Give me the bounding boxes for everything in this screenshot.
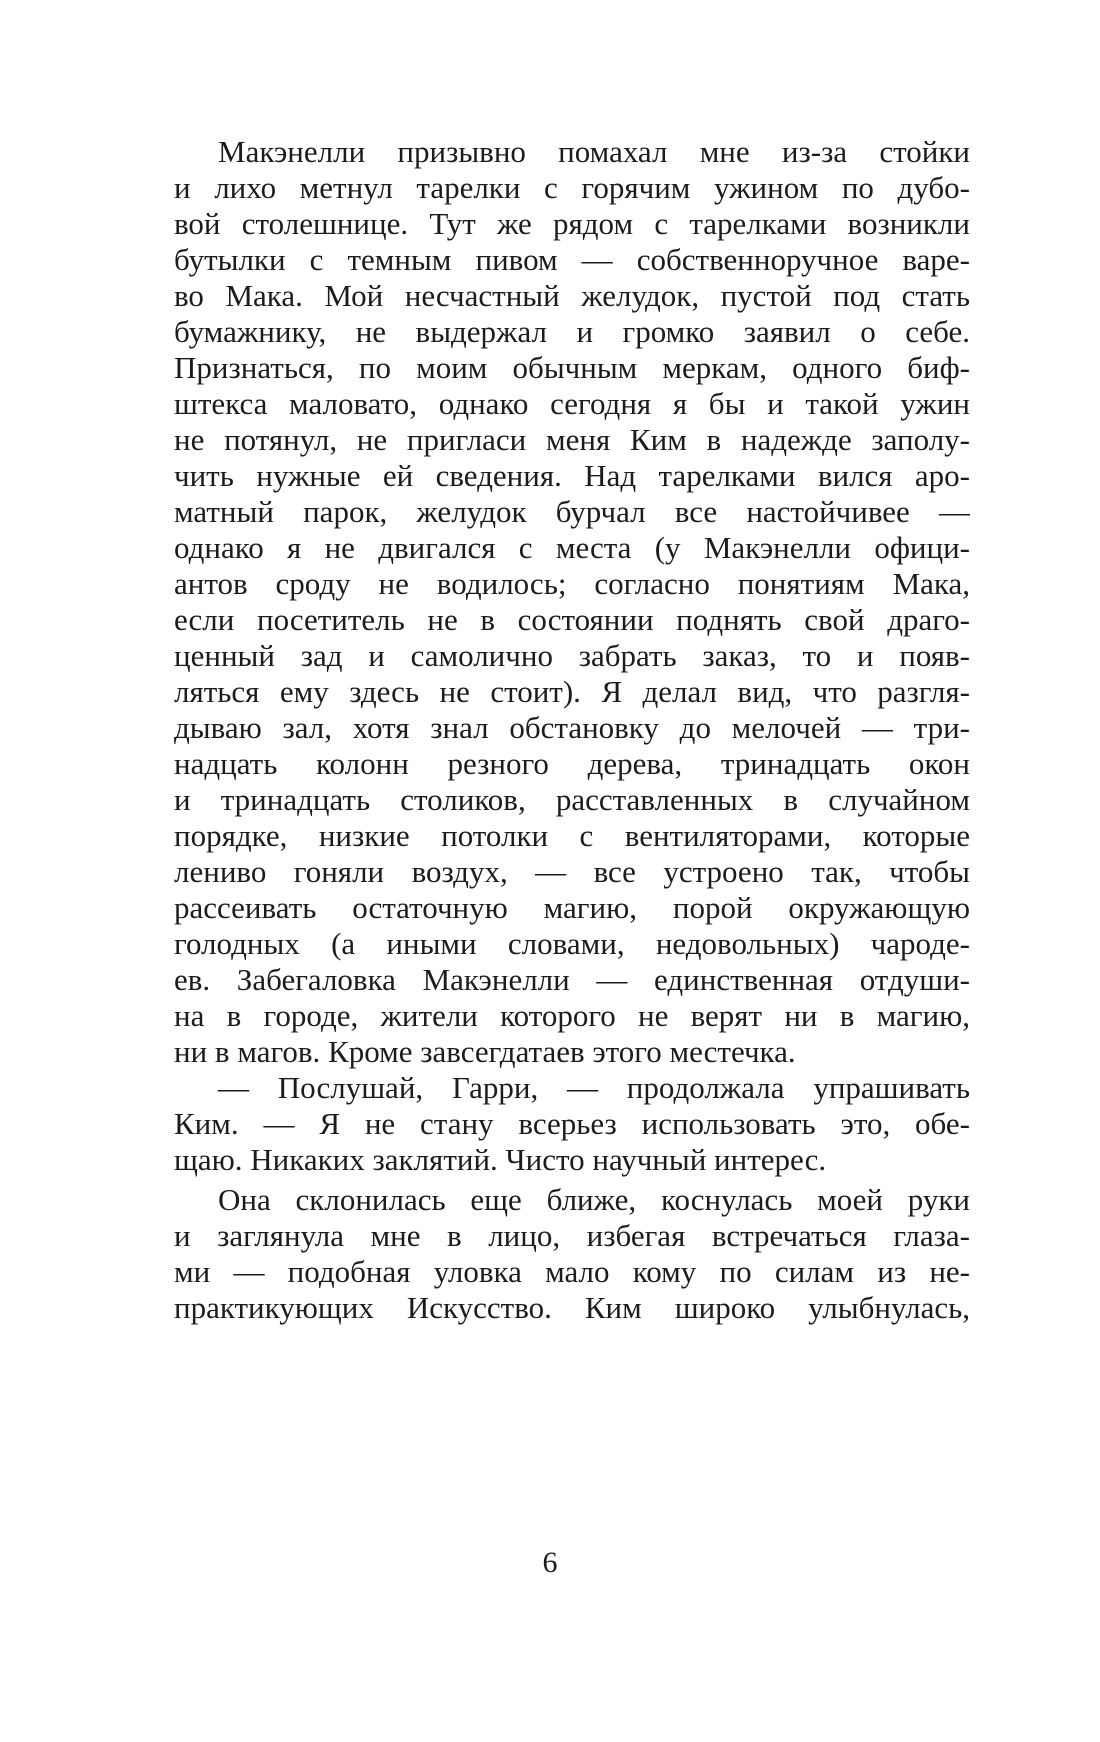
text-line: чить нужные ей сведения. Над тарелками вился аро- (174, 458, 970, 493)
text-line: во Мака. Мой несчастный желудок, пустой под стать (174, 278, 970, 313)
text-line: штекса маловато, однако сегодня я бы и такой ужин (174, 386, 970, 421)
text-line: ни в магов. Кроме завсегдатаев этого местечка. (174, 1034, 796, 1069)
text-line: если посетитель не в состоянии поднять свой драго- (174, 602, 970, 637)
text-line: дываю зал, хотя знал обстановку до мелочей — три- (174, 710, 970, 745)
body-text (174, 134, 970, 1326)
text-line: и тринадцать столиков, расставленных в случайном (174, 782, 970, 817)
text-line: рассеивать остаточную магию, порой окружающую (174, 890, 970, 925)
text-line: ценный зад и самолично забрать заказ, то и появ- (174, 638, 970, 673)
text-line: и лихо метнул тарелки с горячим ужином по дубо- (174, 170, 970, 205)
page-number: 6 (542, 1546, 558, 1579)
text-line: надцать колонн резного дерева, тринадцать окон (174, 746, 970, 781)
text-line: ев. Забегаловка Макэнелли — единственная отдуши- (174, 962, 970, 997)
text-line: ляться ему здесь не стоит). Я делал вид, что разгля- (174, 674, 970, 709)
text-line: — Послушай, Гарри, — продолжала упрашивать (218, 1070, 970, 1105)
text-line: на в городе, жители которого не верят ни в магию, (174, 998, 970, 1033)
paragraph-2 (174, 1070, 970, 1178)
text-line: ми — подобная уловка мало кому по силам из не- (174, 1254, 970, 1289)
paragraph-3 (174, 1182, 970, 1326)
text-line: бутылки с темным пивом — собственноручное варе- (174, 242, 970, 277)
text-line: матный парок, желудок бурчал все настойчивее — (174, 494, 970, 529)
text-line: голодных (а иными словами, недовольных) чароде- (174, 926, 970, 961)
text-line: лениво гоняли воздух, — все устроено так, чтобы (174, 854, 970, 889)
paragraph-1 (174, 134, 970, 1070)
text-line: Признаться, по моим обычным меркам, одного биф- (174, 350, 970, 385)
text-line: практикующих Искусство. Ким широко улыбнулась, (174, 1290, 970, 1325)
text-line: не потянул, не пригласи меня Ким в надежде заполу- (174, 422, 970, 457)
text-line: бумажнику, не выдержал и громко заявил о себе. (174, 314, 970, 349)
text-line: антов сроду не водилось; согласно понятиям Мака, (174, 566, 970, 601)
text-line: порядке, низкие потолки с вентиляторами, которые (174, 818, 970, 853)
text-line: Макэнелли призывно помахал мне из-за стойки (218, 134, 970, 169)
text-line: щаю. Никаких заклятий. Чисто научный интерес. (174, 1142, 827, 1177)
text-line: однако я не двигался с места (у Макэнелли офици- (174, 530, 970, 565)
text-line: Она склонилась еще ближе, коснулась моей руки (218, 1182, 970, 1217)
text-line: Ким. — Я не стану всерьез использовать это, обе- (174, 1106, 970, 1141)
text-line: вой столешнице. Тут же рядом с тарелками возникли (174, 206, 970, 241)
text-line: и заглянула мне в лицо, избегая встречаться глаза- (174, 1218, 970, 1253)
